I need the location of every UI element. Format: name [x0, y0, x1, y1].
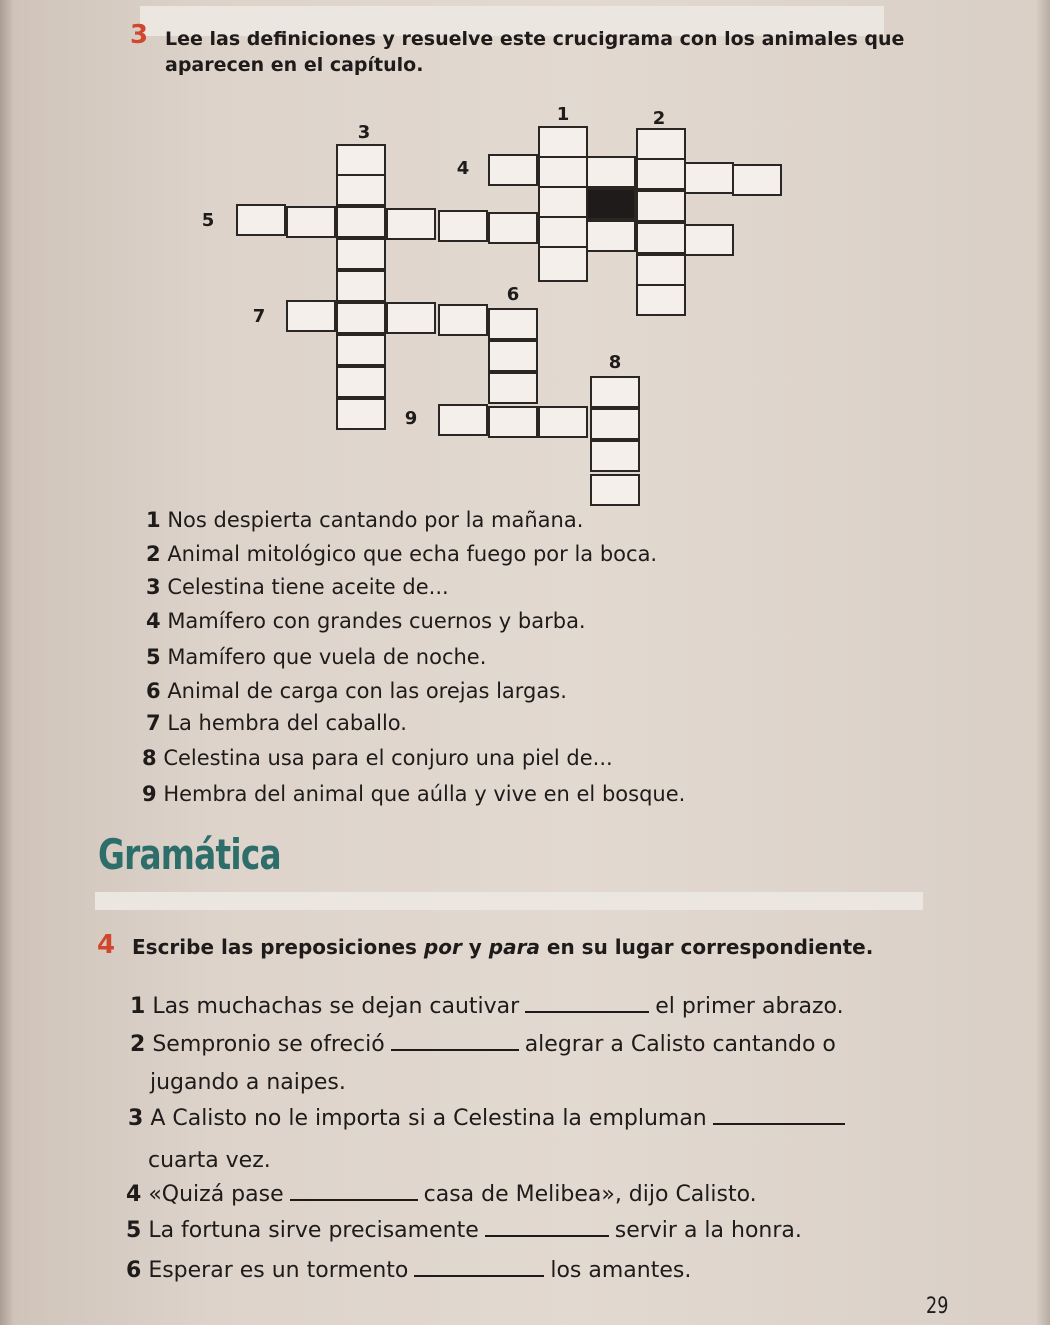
sentence-item: 6 Esperar es un tormento los amantes.: [126, 1258, 692, 1283]
crossword-cell[interactable]: [488, 308, 538, 340]
crossword-cell[interactable]: [438, 304, 488, 336]
crossword-cell[interactable]: [590, 474, 640, 506]
crossword-cell[interactable]: [488, 340, 538, 372]
answer-blank[interactable]: [290, 1183, 418, 1201]
crossword-cell[interactable]: [488, 372, 538, 404]
answer-blank[interactable]: [414, 1259, 544, 1277]
page-shadow: [0, 0, 14, 1325]
crossword-cell[interactable]: [286, 300, 336, 332]
crossword-cell[interactable]: [732, 164, 782, 196]
instruction-line-1: Lee las definiciones y resuelve este crucigrama con los animales que: [165, 28, 905, 50]
page-edge: [1036, 0, 1050, 1325]
crossword-number-3: 3: [357, 122, 371, 143]
crossword-cell[interactable]: [336, 206, 386, 238]
crossword-number-2: 2: [652, 108, 666, 129]
clue-item: 8 Celestina usa para el conjuro una piel de...: [142, 746, 613, 770]
crossword-cell[interactable]: [586, 220, 636, 252]
exercise-4-instruction: Escribe las preposiciones por y para en su lugar correspondiente.: [132, 935, 874, 959]
answer-blank[interactable]: [713, 1107, 845, 1125]
instruction-line-2: aparecen en el capítulo.: [165, 54, 424, 76]
crossword-cell[interactable]: [636, 190, 686, 222]
page-number: 29: [926, 1294, 949, 1319]
section-title: Gramática: [98, 830, 281, 879]
crossword-cell[interactable]: [236, 204, 286, 236]
sentence-item: 3 A Calisto no le importa si a Celestina la empluman: [128, 1106, 851, 1131]
clue-item: 7 La hembra del caballo.: [146, 711, 407, 735]
crossword-number-8: 8: [608, 352, 622, 373]
section-divider: [95, 892, 923, 910]
crossword-cell[interactable]: [636, 128, 686, 160]
clue-item: 2 Animal mitológico que echa fuego por la boca.: [146, 542, 658, 566]
clue-item: 3 Celestina tiene aceite de...: [146, 575, 449, 599]
crossword-cell[interactable]: [538, 246, 588, 282]
crossword-cell[interactable]: [586, 156, 636, 188]
clue-item: 6 Animal de carga con las orejas largas.: [146, 679, 567, 703]
answer-blank[interactable]: [485, 1219, 609, 1237]
crossword-cell[interactable]: [538, 126, 588, 158]
crossword-cell[interactable]: [538, 216, 588, 248]
crossword-cell[interactable]: [538, 186, 588, 218]
crossword-cell[interactable]: [336, 302, 386, 334]
sentence-item: 2 Sempronio se ofreció alegrar a Calisto cantando o: [130, 1032, 836, 1057]
crossword-number-9: 9: [404, 408, 418, 429]
sentence-item: 4 «Quizá pase casa de Melibea», dijo Calisto.: [126, 1182, 757, 1207]
answer-blank[interactable]: [525, 995, 649, 1013]
exercise-4-number: 4: [97, 930, 116, 960]
crossword-cell[interactable]: [286, 206, 336, 238]
crossword-number-1: 1: [556, 104, 570, 125]
clue-item: 9 Hembra del animal que aúlla y vive en el bosque.: [142, 782, 686, 806]
crossword-cell[interactable]: [336, 144, 386, 176]
crossword-cell[interactable]: [488, 212, 538, 244]
crossword-cell[interactable]: [636, 158, 686, 190]
crossword-cell[interactable]: [488, 154, 538, 186]
sentence-continuation: cuarta vez.: [148, 1148, 271, 1173]
sentence-item: 1 Las muchachas se dejan cautivar el primer abrazo.: [130, 994, 844, 1019]
crossword-cell[interactable]: [336, 334, 386, 366]
sentence-item: 5 La fortuna sirve precisamente servir a la honra.: [126, 1218, 802, 1243]
crossword-cell[interactable]: [636, 284, 686, 316]
crossword-cell[interactable]: [336, 174, 386, 206]
crossword-cell[interactable]: [538, 406, 588, 438]
crossword-number-4: 4: [456, 158, 470, 179]
crossword-cell[interactable]: [590, 440, 640, 472]
crossword-number-7: 7: [252, 306, 266, 327]
crossword-cell[interactable]: [590, 376, 640, 408]
exercise-3-number: 3: [130, 20, 149, 50]
crossword-number-6: 6: [506, 284, 520, 305]
crossword-cell[interactable]: [336, 270, 386, 302]
exercise-3-instruction: [165, 26, 904, 78]
answer-blank[interactable]: [391, 1033, 519, 1051]
clue-item: 4 Mamífero con grandes cuernos y barba.: [146, 609, 586, 633]
crossword-cell[interactable]: [636, 254, 686, 286]
clue-item: 5 Mamífero que vuela de noche.: [146, 645, 487, 669]
crossword-cell[interactable]: [684, 224, 734, 256]
crossword-number-5: 5: [201, 210, 215, 231]
crossword-cell[interactable]: [386, 208, 436, 240]
crossword-cell[interactable]: [386, 302, 436, 334]
crossword-cell[interactable]: [336, 366, 386, 398]
crossword-black-cell: [586, 188, 636, 220]
crossword-cell[interactable]: [438, 210, 488, 242]
crossword-cell[interactable]: [336, 398, 386, 430]
crossword-cell[interactable]: [336, 238, 386, 270]
crossword-cell[interactable]: [590, 408, 640, 440]
crossword-cell[interactable]: [488, 406, 538, 438]
crossword-cell[interactable]: [538, 156, 588, 188]
crossword-cell[interactable]: [636, 222, 686, 254]
crossword-cell[interactable]: [438, 404, 488, 436]
sentence-continuation: jugando a naipes.: [150, 1070, 346, 1095]
crossword-cell[interactable]: [684, 162, 734, 194]
clue-item: 1 Nos despierta cantando por la mañana.: [146, 508, 584, 532]
